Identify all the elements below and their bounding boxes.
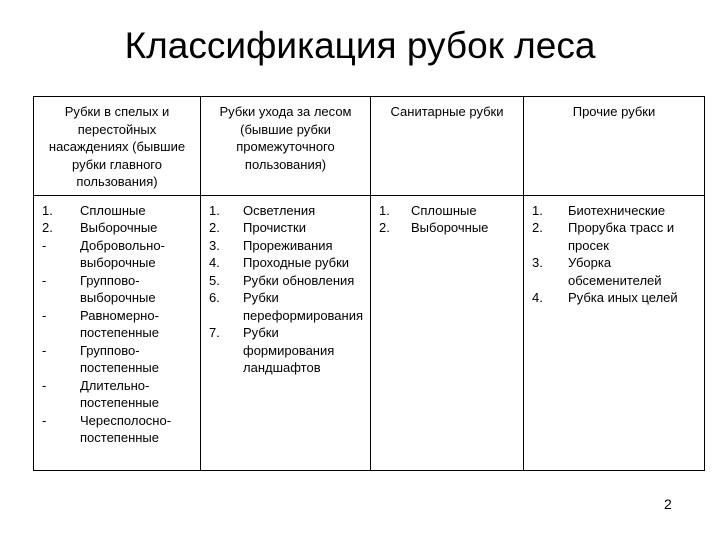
- list-item: Уборка обсеменителей: [568, 255, 662, 288]
- cell-thinning: [201, 195, 371, 470]
- list-marker: 1.: [379, 202, 390, 218]
- list-item: Сплошные: [80, 202, 146, 218]
- list-marker: 1.: [532, 202, 543, 218]
- list-marker: 1.: [42, 202, 53, 218]
- header-other: Прочие рубки: [524, 97, 705, 196]
- list-item: Рубки обновления: [243, 272, 355, 288]
- list-marker: -: [42, 342, 47, 358]
- list-item: Чересполосно-постепенные: [80, 412, 172, 445]
- list-marker: 4.: [532, 290, 543, 305]
- list-marker: 2.: [379, 220, 390, 235]
- header-mature-stands: Рубки в спелых и перестойных насаждениях (бывшие рубки главного пользования): [34, 97, 201, 196]
- list-item: Группово-выборочные: [80, 272, 156, 305]
- list-marker: 5.: [209, 272, 220, 288]
- list-sanitary: [371, 202, 523, 237]
- list-item: Выборочные: [80, 220, 158, 235]
- list-item: Биотехнические: [568, 202, 666, 218]
- list-marker: 1.: [209, 202, 220, 218]
- list-item: Рубка иных целей: [568, 290, 678, 305]
- cell-mature-stands: [34, 195, 201, 470]
- classification-table: [33, 96, 705, 471]
- list-marker: 2.: [209, 220, 220, 235]
- table-header-row: [34, 97, 705, 196]
- list-thinning: [201, 202, 370, 377]
- list-marker: 2.: [532, 220, 543, 235]
- list-item: Осветления: [243, 202, 316, 218]
- cell-other: [524, 195, 705, 470]
- list-marker: 2.: [42, 220, 53, 235]
- list-item: Рубки переформирования: [243, 290, 364, 323]
- list-marker: -: [42, 237, 47, 253]
- list-item: Прорубка трасс и просек: [568, 220, 675, 253]
- header-thinning: Рубки ухода за лесом (бывшие рубки промежуточного пользования): [201, 97, 371, 196]
- slide-title: Классификация рубок леса: [124, 25, 596, 66]
- list-item: Проходные рубки: [243, 255, 350, 270]
- list-item: Добровольно-выборочные: [80, 237, 165, 270]
- list-mature-stands: [34, 202, 200, 447]
- list-item: Длительно-постепенные: [80, 377, 160, 410]
- list-item: Прочистки: [243, 220, 306, 235]
- list-item: Прореживания: [243, 237, 333, 253]
- list-item: Группово-постепенные: [80, 342, 160, 375]
- list-marker: -: [42, 307, 47, 323]
- list-marker: -: [42, 272, 47, 288]
- page-number: 2: [664, 496, 672, 512]
- list-marker: -: [42, 412, 47, 428]
- header-sanitary: Санитарные рубки: [371, 97, 524, 196]
- list-marker: 3.: [209, 237, 220, 253]
- list-other: [524, 202, 704, 307]
- list-item: Рубки формирования ландшафтов: [243, 325, 335, 375]
- list-marker: 3.: [532, 255, 543, 270]
- list-item: Выборочные: [411, 220, 489, 235]
- list-marker: 7.: [209, 325, 220, 340]
- cell-sanitary: [371, 195, 524, 470]
- list-marker: 6.: [209, 290, 220, 305]
- list-marker: 4.: [209, 255, 220, 270]
- list-marker: -: [42, 377, 47, 393]
- list-item: Равномерно-постепенные: [80, 307, 160, 340]
- list-item: Сплошные: [411, 202, 477, 218]
- table-body-row: [34, 195, 705, 470]
